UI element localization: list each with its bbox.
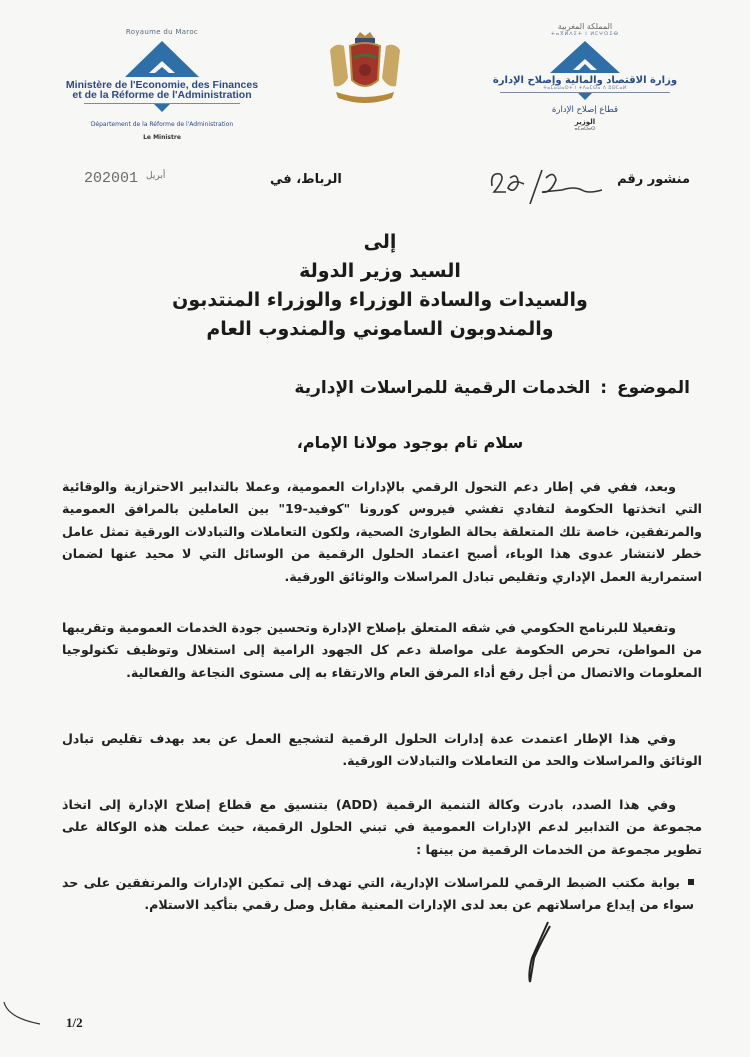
signatory-title-fr: Le Ministre xyxy=(143,134,181,141)
addressee-block xyxy=(100,228,660,344)
date-month: أبريل xyxy=(146,171,166,181)
ministry-name-fr-line1: Ministère de l'Economie, des Finances xyxy=(65,79,259,91)
handwritten-circular-number xyxy=(484,164,624,204)
body-paragraph xyxy=(62,728,702,773)
paragraph-text: وفي هذا الصدد، بادرت وكالة التنمية الرقمية (ADD) بتنسيق مع قطاع إصلاح الإدارة إلى اتخاذ مجموعة من التدابير لدعم الإدارات العمومية في تبني الحلول الرقمية، حيث عملت هذه الوكالة على تطوير مجموعة من الخدمات الرقمية من بينها : xyxy=(62,797,702,857)
ministry-logo-ar-icon xyxy=(540,39,630,77)
letterhead-arabic xyxy=(492,22,678,132)
scan-edge-mark xyxy=(0,1000,50,1030)
signatory-title-tifinagh: ⴰⵎⴰⵡⴰⵙ xyxy=(574,126,596,132)
ministry-logo-icon xyxy=(117,39,207,81)
paragraph-text: وتفعيلا للبرنامج الحكومي في شقه المتعلق بإصلاح الإدارة وتحسين جودة الخدمات العمومية وتقريبها من المواطن، تحرص الحكومة على مواصلة دعم كل الجهود الرامية إلى استغلال وتوظيف تكنولوجيا المعلومات والاتصال من أجل رفع أداء المرفق العام والارتقاء به إلى مستوى النجاعة والفعالية. xyxy=(62,620,702,680)
date-stamp xyxy=(84,170,173,187)
subject-label: الموضوع xyxy=(617,378,690,398)
addressee-to: إلى xyxy=(363,231,397,253)
paragraph-text: وبعد، ففي في إطار دعم التحول الرقمي بالإدارات العمومية، وعملا بالتدابير الاحترازية والوقائية التي اتخذتها الحكومة لتفادي تفشي فيروس كورونا "كوفيد-19" بين العاملين بالمرافق العمومية والمرتفقين، خاصة تلك المتعلقة بحالة الطوارئ الصحية، ولكون التعاملات والتبادلات الورقية تمثل عامل خطر لانتشار عدوى هذا الوباء، أصبح اعتماد الحلول الرقمية من الوسائل التي لا محيد عنها لضمان استمرارية العمل الإداري وتقليص تبادل المراسلات والوثائق الورقية. xyxy=(62,479,702,584)
addressee-line: والسيدات والسادة الوزراء والوزراء المنتدبون xyxy=(172,289,588,311)
kingdom-label-fr: Royaume du Maroc xyxy=(125,28,199,36)
coat-of-arms-icon xyxy=(322,28,408,114)
subject-line xyxy=(294,378,690,398)
department-name-ar: قطاع إصلاح الإدارة xyxy=(551,105,619,115)
logo-tip-ar-icon xyxy=(578,93,592,100)
ministry-name-ar: وزارة الاقتصاد والمالية وإصلاح الإدارة xyxy=(492,75,678,86)
ministry-name-fr-line2: et de la Réforme de l'Administration xyxy=(72,89,252,101)
circular-number-label: منشور رقم xyxy=(617,172,690,187)
paragraph-text: وفي هذا الإطار اعتمدت عدة إدارات الحلول الرقمية لتشجيع العمل عن بعد بهدف تقليص تبادل الوثائق والمراسلات والحد من التعاملات والتبادلات الورقية. xyxy=(62,731,702,769)
kingdom-label-tifinagh: ⵜⴰⴳⵍⴷⵉⵜ ⵏ ⵍⵎⵖⵔⵉⴱ xyxy=(551,31,619,37)
kingdom-label-ar: المملكة المغربية xyxy=(557,22,613,31)
subject-text: الخدمات الرقمية للمراسلات الإدارية xyxy=(294,378,591,398)
page-number: 1/2 xyxy=(66,1015,83,1030)
letterhead-french xyxy=(62,28,262,141)
place-label: الرباط، في xyxy=(270,172,342,187)
body-paragraph xyxy=(62,476,702,588)
department-name-fr: Département de la Réforme de l'Administration xyxy=(90,121,234,128)
greeting: سلام تام بوجود مولانا الإمام، xyxy=(296,433,524,452)
bullet-icon xyxy=(688,879,694,885)
logo-tip-icon xyxy=(154,104,170,112)
bullet-item xyxy=(62,872,694,917)
ministry-name-tifinagh: ⵜⴰⵎⴰⵡⴰⵙⵜ ⵏ ⵜⴷⴰⵎⵙⴰ ⴷ ⵓⵙⵎⴰⵍ xyxy=(543,86,627,91)
bullet-text: بوابة مكتب الضبط الرقمي للمراسلات الإدارية، التي تهدف إلى تمكين الإدارات والمرتفقين على حد سواء من إيداع مراسلاتهم عن بعد لدى الإدارات المعنية مقابل وصل رقمي بتأكيد الاستلام. xyxy=(62,875,694,913)
body-paragraph xyxy=(62,794,702,861)
signatory-title-ar: الوزير xyxy=(574,118,596,126)
date-year: 2020 xyxy=(84,170,121,187)
date-day: 01 xyxy=(120,170,139,187)
signature-mark xyxy=(520,918,560,988)
subject-separator: : xyxy=(600,378,608,398)
body-paragraph xyxy=(62,617,702,684)
reference-line xyxy=(0,164,750,200)
addressee-line: السيد وزير الدولة xyxy=(299,260,461,282)
addressee-line: والمندوبون الساموني والمندوب العام xyxy=(206,318,554,340)
